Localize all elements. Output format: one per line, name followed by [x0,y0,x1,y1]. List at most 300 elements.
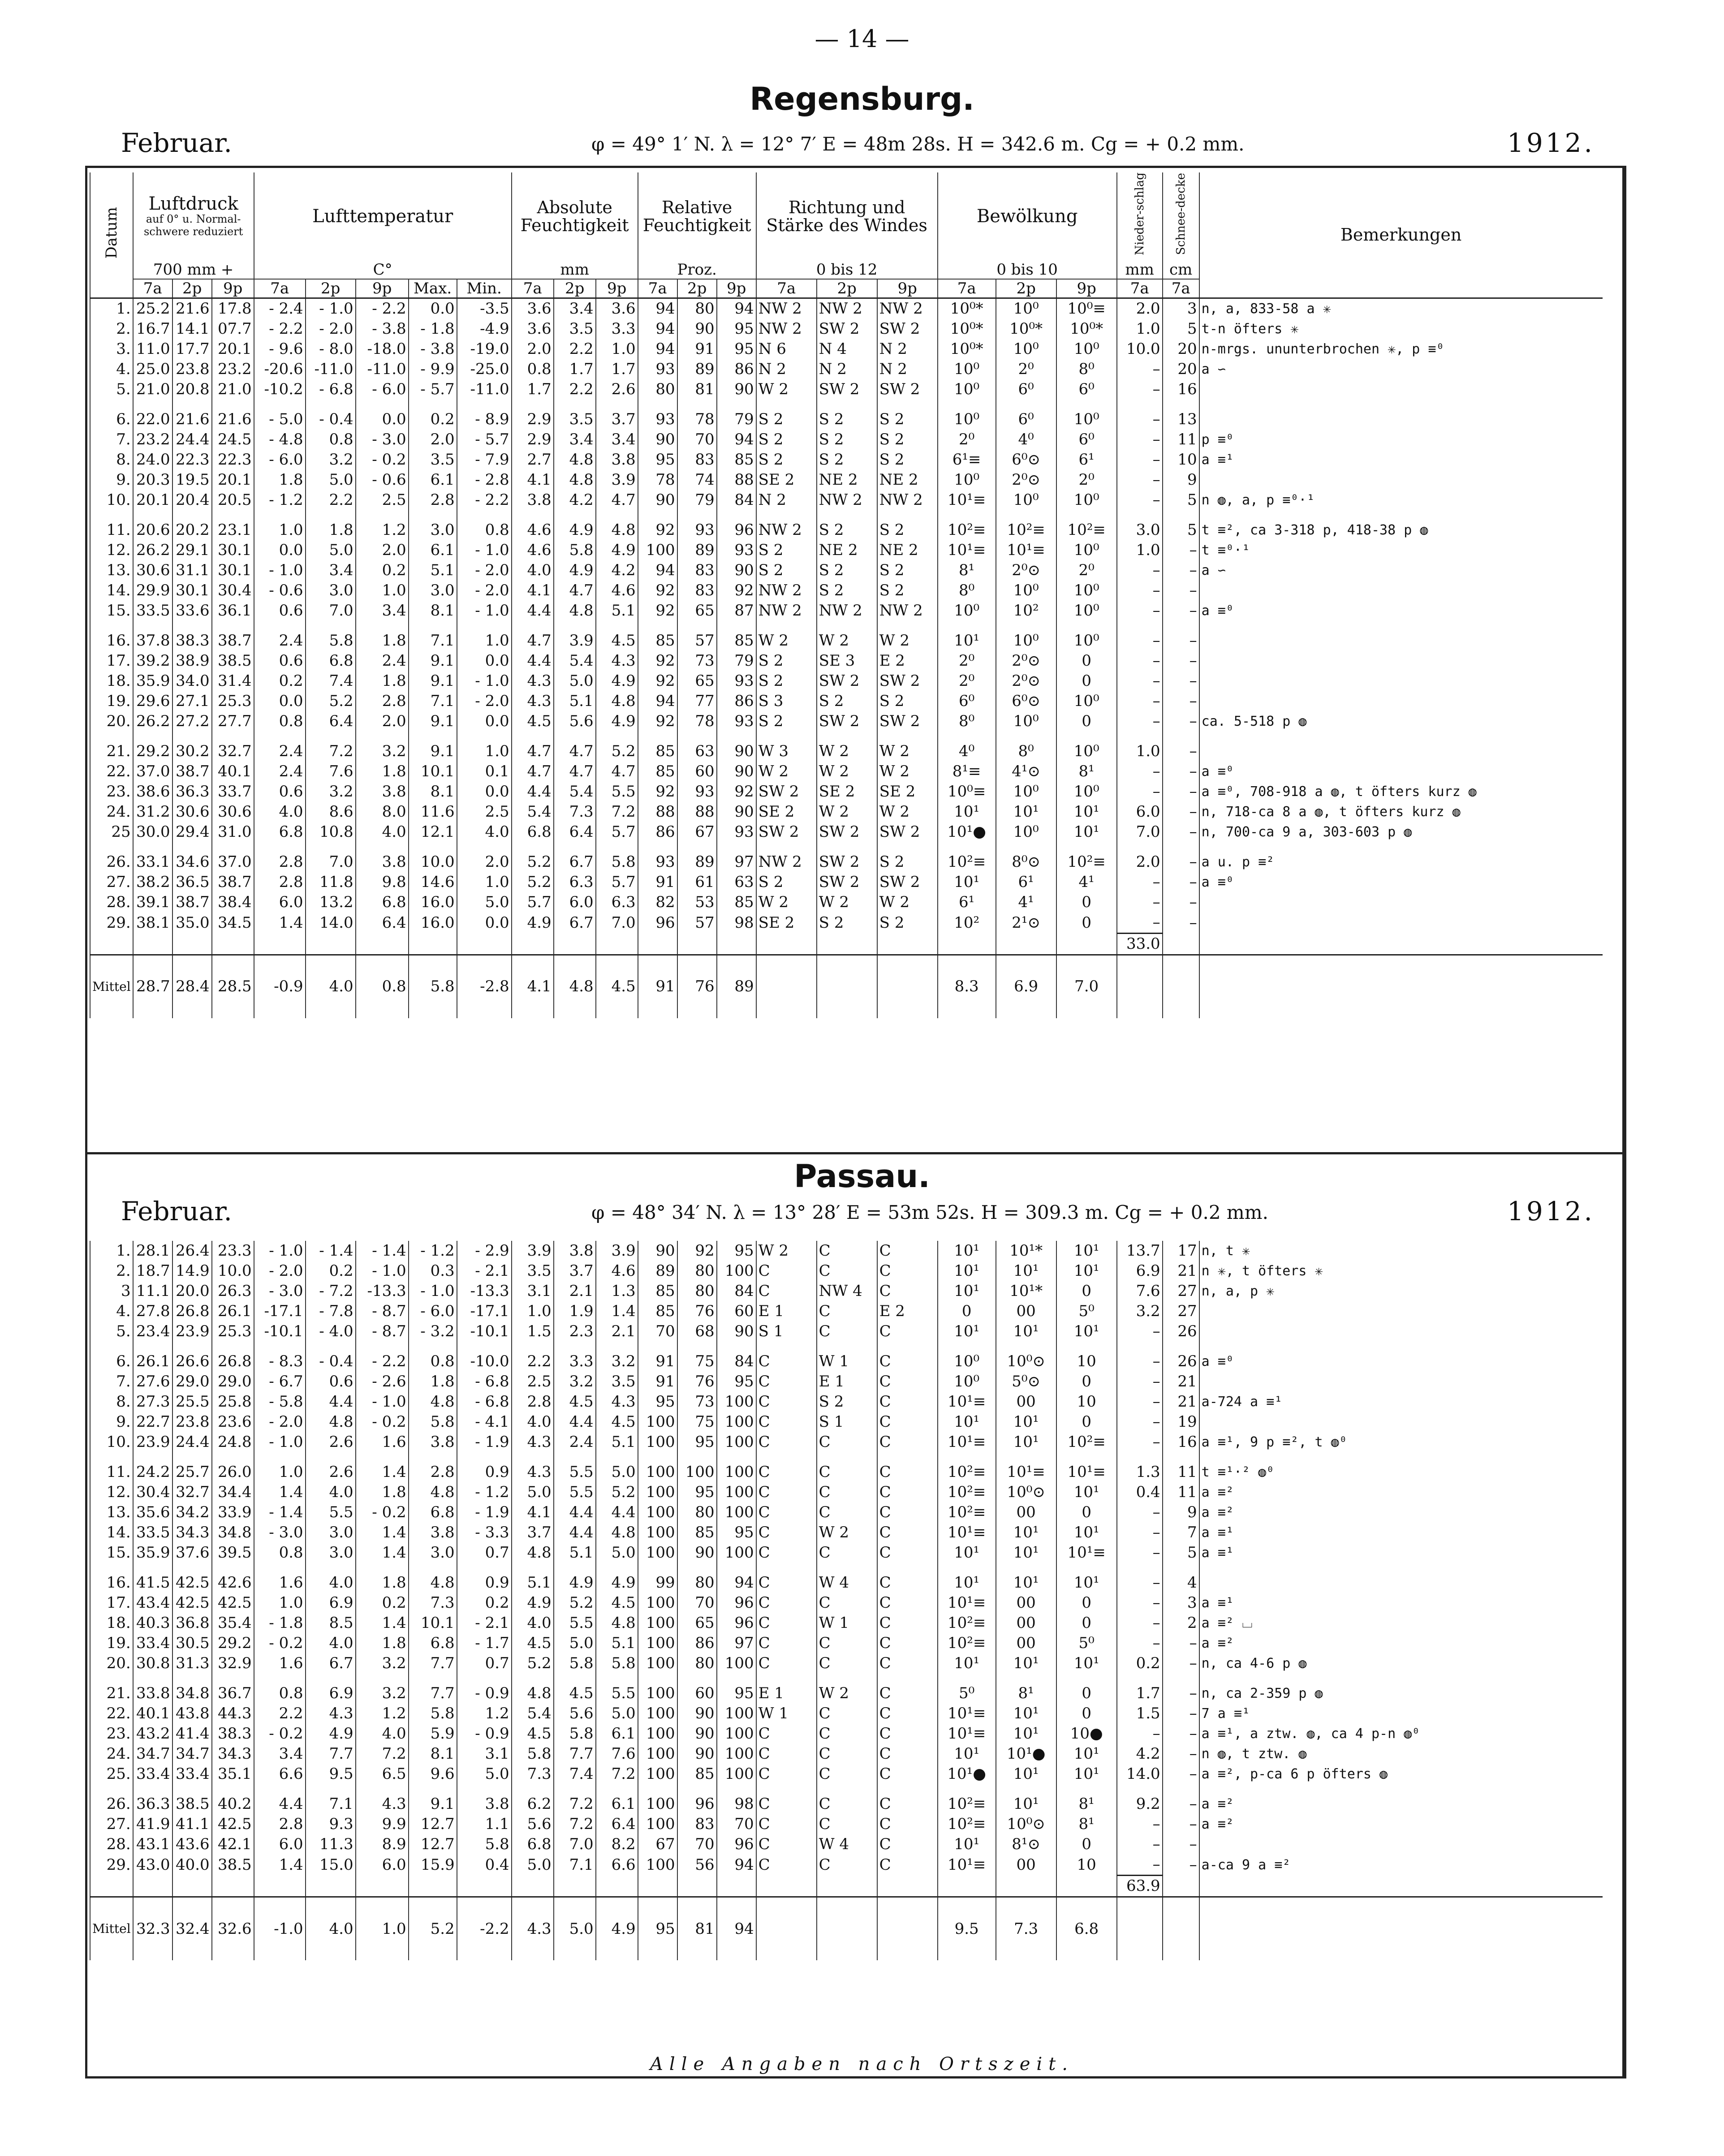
mittel-wind-9p [877,955,938,1018]
cell-rel-7a: 100 [638,1613,677,1633]
cell-druck-7a: 25.0 [133,359,172,379]
empty-cell [90,1876,133,1897]
cell-bemerkung: a ≡², p-ca 6 p öfters ◍ [1199,1764,1603,1794]
cell-wind-2p: W 2 [817,1523,877,1543]
cell-niederschlag: – [1117,872,1163,892]
cell-temp-max: 7.7 [409,1653,457,1683]
cell-niederschlag: 9.2 [1117,1794,1163,1814]
table-row [90,762,1603,782]
cell-wind-2p: S 2 [817,691,877,711]
cell-rel-9p: 96 [717,1613,756,1633]
cell-abs-2p: 7.2 [554,1814,596,1834]
cell-druck-2p: 35.0 [172,912,212,934]
cell-wind-7a: S 2 [756,651,817,671]
cell-rel-2p: 90 [677,1744,717,1764]
cell-rel-9p: 96 [717,1834,756,1855]
cell-bemerkung: n ◍, a, p ≡⁰·¹ [1199,490,1603,520]
hdr-9p: 9p [356,279,409,298]
cell-temp-7a: - 2.0 [254,1261,306,1281]
cell-bew-9p: 0 [1056,711,1117,741]
cell-abs-2p: 4.4 [554,1523,596,1543]
cell-druck-7a: 43.2 [133,1724,172,1744]
cell-druck-7a: 23.9 [133,1432,172,1462]
cell-druck-2p: 30.5 [172,1633,212,1653]
cell-niederschlag: 4.2 [1117,1744,1163,1764]
cell-druck-9p: 22.3 [212,450,254,470]
cell-rel-9p: 90 [717,802,756,822]
cell-temp-7a: 1.4 [254,1482,306,1502]
cell-temp-7a: - 5.0 [254,409,306,430]
cell-rel-7a: 96 [638,912,677,934]
cell-rel-7a: 85 [638,762,677,782]
cell-temp-min: 5.0 [457,892,512,912]
cell-day: 14. [90,1523,133,1543]
cell-bew-2p: 2¹⊙ [996,912,1056,934]
cell-abs-7a: 3.1 [512,1281,554,1301]
cell-abs-9p: 5.0 [596,1543,638,1573]
cell-day: 27. [90,1814,133,1834]
cell-druck-9p: 38.7 [212,631,254,651]
cell-rel-2p: 88 [677,802,717,822]
cell-temp-min: - 2.0 [457,691,512,711]
cell-rel-7a: 93 [638,409,677,430]
cell-temp-2p: 2.6 [306,1432,356,1462]
mittel-wind-2p [817,955,877,1018]
col-datum: Datum [90,172,133,298]
cell-bew-7a: 2⁰ [938,651,996,671]
cell-rel-2p: 79 [677,490,717,520]
cell-rel-2p: 73 [677,651,717,671]
cell-temp-9p: 0.2 [356,560,409,581]
cell-abs-2p: 6.0 [554,892,596,912]
cell-schneedecke: – [1163,1744,1199,1764]
cell-rel-2p: 96 [677,1794,717,1814]
cell-temp-7a: - 3.0 [254,1281,306,1301]
cell-bemerkung [1199,379,1603,409]
cell-abs-7a: 4.3 [512,671,554,691]
cell-rel-9p: 79 [717,651,756,671]
cell-rel-7a: 70 [638,1321,677,1351]
cell-temp-max: 0.3 [409,1261,457,1281]
hdr-7a: 7a [638,279,677,298]
cell-rel-9p: 63 [717,872,756,892]
cell-druck-7a: 33.4 [133,1764,172,1794]
cell-rel-7a: 95 [638,450,677,470]
cell-druck-9p: 40.2 [212,1794,254,1814]
cell-wind-9p: SE 2 [877,782,938,802]
empty-cell [457,1876,512,1897]
cell-temp-2p: 15.0 [306,1855,356,1876]
cell-temp-7a: - 0.6 [254,581,306,601]
cell-rel-2p: 60 [677,1683,717,1704]
cell-druck-2p: 34.3 [172,1523,212,1543]
cell-day: 12. [90,1482,133,1502]
cell-wind-7a: C [756,1523,817,1543]
cell-temp-min: 0.7 [457,1653,512,1683]
cell-wind-9p: C [877,1814,938,1834]
cell-day: 20. [90,1653,133,1683]
cell-bew-2p: 4¹⊙ [996,762,1056,782]
cell-abs-7a: 7.3 [512,1764,554,1794]
hdr-2p: 2p [996,279,1056,298]
cell-wind-7a: E 1 [756,1301,817,1321]
cell-bew-9p: 10¹ [1056,1573,1117,1593]
cell-bew-9p: 8¹ [1056,1814,1117,1834]
cell-druck-2p: 21.6 [172,409,212,430]
cell-rel-2p: 85 [677,1523,717,1543]
cell-schneedecke: 20 [1163,359,1199,379]
cell-wind-7a: N 2 [756,490,817,520]
cell-druck-9p: 10.0 [212,1261,254,1281]
cell-bew-2p: 2⁰⊙ [996,470,1056,490]
unit-wind: 0 bis 12 [756,261,938,279]
table-row [90,1855,1603,1876]
cell-abs-7a: 3.8 [512,490,554,520]
cell-wind-9p: C [877,1724,938,1744]
cell-druck-9p: 32.9 [212,1653,254,1683]
cell-wind-7a: C [756,1392,817,1412]
cell-wind-7a: C [756,1281,817,1301]
cell-temp-min: 4.0 [457,822,512,852]
cell-bew-7a: 10¹ [938,1543,996,1573]
cell-rel-2p: 90 [677,1543,717,1573]
cell-rel-9p: 95 [717,1372,756,1392]
cell-temp-min: - 1.9 [457,1502,512,1523]
hdr-2p: 2p [554,279,596,298]
cell-wind-9p: W 2 [877,892,938,912]
cell-niederschlag: – [1117,1523,1163,1543]
cell-niederschlag: – [1117,379,1163,409]
col-rel-feuchte: Relative Feuchtigkeit [638,172,756,261]
cell-druck-9p: 34.4 [212,1482,254,1502]
cell-schneedecke: 21 [1163,1372,1199,1392]
cell-temp-9p: 2.4 [356,651,409,671]
cell-druck-7a: 21.0 [133,379,172,409]
cell-temp-7a: 1.0 [254,1462,306,1482]
cell-rel-2p: 93 [677,520,717,540]
cell-bemerkung [1199,631,1603,651]
cell-rel-9p: 85 [717,892,756,912]
empty-cell [1056,1876,1117,1897]
cell-schneedecke: 7 [1163,1523,1199,1543]
cell-temp-9p: 7.2 [356,1744,409,1764]
cell-abs-7a: 4.1 [512,581,554,601]
cell-abs-7a: 4.4 [512,601,554,631]
empty-cell [172,933,212,955]
cell-bew-9p: 10⁰ [1056,631,1117,651]
cell-wind-9p: C [877,1653,938,1683]
cell-druck-9p: 30.1 [212,540,254,560]
cell-wind-2p: S 2 [817,581,877,601]
cell-abs-9p: 7.2 [596,1764,638,1794]
cell-wind-2p: S 2 [817,1392,877,1412]
cell-bew-2p: 00 [996,1593,1056,1613]
cell-druck-2p: 34.0 [172,671,212,691]
cell-bew-7a: 10⁰ [938,1351,996,1372]
cell-abs-7a: 5.0 [512,1855,554,1876]
cell-wind-9p: N 2 [877,359,938,379]
cell-bew-9p: 10¹ [1056,802,1117,822]
cell-bew-7a: 10²≡ [938,852,996,872]
cell-niederschlag: – [1117,912,1163,934]
table-row [90,782,1603,802]
empty-cell [1056,933,1117,955]
cell-bemerkung: a ≡⁰ [1199,762,1603,782]
cell-rel-2p: 83 [677,450,717,470]
mittel-temp-max: 5.2 [409,1897,457,1961]
cell-abs-7a: 5.4 [512,1704,554,1724]
cell-bemerkung [1199,1412,1603,1432]
cell-bew-2p: 6⁰ [996,409,1056,430]
table-row [90,339,1603,359]
cell-day: 22. [90,1704,133,1724]
cell-bew-7a: 10¹ [938,872,996,892]
cell-wind-7a: C [756,1482,817,1502]
cell-druck-9p: 35.1 [212,1764,254,1794]
cell-niederschlag: 1.0 [1117,540,1163,560]
cell-bew-7a: 10¹● [938,822,996,852]
cell-day: 24. [90,1744,133,1764]
cell-rel-7a: 100 [638,1633,677,1653]
cell-rel-7a: 100 [638,1482,677,1502]
cell-wind-7a: S 2 [756,560,817,581]
cell-wind-2p: C [817,1593,877,1613]
cell-rel-2p: 57 [677,912,717,934]
cell-day: 8. [90,450,133,470]
cell-druck-2p: 29.1 [172,540,212,560]
cell-rel-7a: 100 [638,1593,677,1613]
cell-niederschlag: – [1117,711,1163,741]
table-row [90,520,1603,540]
table-row [90,601,1603,631]
cell-bew-9p: 0 [1056,1613,1117,1633]
cell-temp-min: 5.0 [457,1764,512,1794]
cell-temp-9p: 9.8 [356,872,409,892]
cell-niederschlag: – [1117,1502,1163,1523]
cell-rel-7a: 93 [638,852,677,872]
cell-temp-2p: 7.2 [306,741,356,762]
cell-bew-9p: 10¹ [1056,1523,1117,1543]
cell-wind-7a: SW 2 [756,782,817,802]
cell-bemerkung: a ≡² [1199,1482,1603,1502]
cell-niederschlag: – [1117,1724,1163,1744]
cell-abs-2p: 7.2 [554,1794,596,1814]
cell-rel-7a: 91 [638,872,677,892]
cell-schneedecke: 5 [1163,1543,1199,1573]
table-row [90,741,1603,762]
cell-niederschlag: 3.0 [1117,520,1163,540]
cell-rel-2p: 75 [677,1351,717,1372]
cell-temp-9p: 6.5 [356,1764,409,1794]
empty-cell [356,1876,409,1897]
cell-schneedecke: 21 [1163,1261,1199,1281]
mittel-rel-7a: 95 [638,1897,677,1961]
cell-druck-7a: 40.3 [133,1613,172,1633]
cell-wind-9p: NW 2 [877,601,938,631]
cell-temp-9p: 1.8 [356,1573,409,1593]
cell-bew-2p: 10¹● [996,1744,1056,1764]
cell-temp-9p: 1.4 [356,1462,409,1482]
table-row [90,298,1603,319]
cell-abs-9p: 3.4 [596,430,638,450]
cell-bew-2p: 10⁰ [996,298,1056,319]
cell-rel-7a: 99 [638,1573,677,1593]
cell-druck-7a: 26.1 [133,1351,172,1372]
cell-abs-2p: 3.5 [554,409,596,430]
cell-schneedecke: – [1163,711,1199,741]
cell-wind-9p: C [877,1281,938,1301]
cell-temp-max: 8.1 [409,782,457,802]
table-row [90,540,1603,560]
cell-temp-2p: 5.0 [306,470,356,490]
cell-abs-9p: 5.2 [596,741,638,762]
cell-abs-2p: 3.8 [554,1241,596,1261]
empty-cell [756,933,817,955]
cell-bemerkung: a ≡¹ [1199,1593,1603,1613]
cell-wind-2p: SW 2 [817,872,877,892]
cell-bew-7a: 10⁰ [938,359,996,379]
cell-niederschlag: 0.2 [1117,1653,1163,1683]
cell-schneedecke: – [1163,1724,1199,1744]
cell-abs-9p: 3.6 [596,298,638,319]
cell-schneedecke: 13 [1163,409,1199,430]
cell-wind-7a: C [756,1573,817,1593]
cell-abs-9p: 4.6 [596,1261,638,1281]
cell-druck-9p: 17.8 [212,298,254,319]
cell-wind-2p: S 2 [817,912,877,934]
cell-bew-2p: 6¹ [996,872,1056,892]
cell-niederschlag: – [1117,892,1163,912]
cell-bew-7a: 10⁰ [938,409,996,430]
cell-wind-7a: W 1 [756,1704,817,1724]
cell-rel-9p: 70 [717,1814,756,1834]
cell-rel-2p: 57 [677,631,717,651]
cell-temp-7a: - 1.0 [254,1241,306,1261]
mittel-druck-7a: 28.7 [133,955,172,1018]
empty-cell [512,1876,554,1897]
cell-rel-7a: 100 [638,1744,677,1764]
cell-druck-2p: 26.4 [172,1241,212,1261]
cell-rel-7a: 94 [638,339,677,359]
cell-abs-2p: 7.0 [554,1834,596,1855]
niederschlag-summe: 33.0 [1117,933,1163,955]
unit-luftdruck: 700 mm + [133,261,254,279]
cell-day: 21. [90,741,133,762]
cell-bemerkung: a ≡¹ [1199,1523,1603,1543]
cell-temp-max: 1.8 [409,1372,457,1392]
cell-druck-9p: 44.3 [212,1704,254,1724]
cell-abs-7a: 4.1 [512,470,554,490]
cell-temp-9p: 2.0 [356,711,409,741]
table-row [90,581,1603,601]
cell-temp-max: 10.0 [409,852,457,872]
cell-rel-9p: 87 [717,601,756,631]
cell-druck-9p: 07.7 [212,319,254,339]
cell-druck-7a: 40.1 [133,1704,172,1724]
cell-temp-max: 9.1 [409,1794,457,1814]
empty-cell [512,933,554,955]
cell-abs-2p: 2.4 [554,1432,596,1462]
cell-bew-9p: 10¹ [1056,1653,1117,1683]
cell-bemerkung: n, a, 833-58 a ✳ [1199,298,1603,319]
cell-abs-7a: 4.0 [512,1412,554,1432]
cell-bew-7a: 10²≡ [938,520,996,540]
cell-day: 2. [90,319,133,339]
cell-temp-max: 5.9 [409,1724,457,1744]
cell-wind-9p: NE 2 [877,540,938,560]
cell-temp-9p: 8.0 [356,802,409,822]
cell-temp-2p: - 8.0 [306,339,356,359]
cell-abs-7a: 4.9 [512,912,554,934]
cell-schneedecke: 26 [1163,1321,1199,1351]
table-row [90,470,1603,490]
cell-schneedecke: – [1163,741,1199,762]
cell-schneedecke: 9 [1163,470,1199,490]
cell-temp-max: - 3.8 [409,339,457,359]
cell-bew-2p: 8⁰⊙ [996,852,1056,872]
hdr-7a: 7a [938,279,996,298]
cell-temp-9p: 2.5 [356,490,409,520]
table-row [90,1633,1603,1653]
cell-schneedecke: 11 [1163,1482,1199,1502]
cell-druck-7a: 43.1 [133,1834,172,1855]
cell-temp-2p: 2.6 [306,1462,356,1482]
cell-temp-9p: 4.0 [356,822,409,852]
cell-rel-9p: 90 [717,379,756,409]
cell-bemerkung: t-n öfters ✳ [1199,319,1603,339]
cell-bew-9p: 10⁰ [1056,782,1117,802]
cell-bew-7a: 10¹ [938,802,996,822]
cell-temp-2p: 6.7 [306,1653,356,1683]
cell-bew-7a: 10¹ [938,1573,996,1593]
cell-bew-2p: 10¹ [996,1412,1056,1432]
cell-rel-7a: 94 [638,319,677,339]
cell-druck-2p: 36.5 [172,872,212,892]
cell-druck-2p: 38.7 [172,762,212,782]
cell-abs-7a: 4.7 [512,741,554,762]
cell-temp-9p: - 3.8 [356,319,409,339]
cell-wind-2p: SW 2 [817,711,877,741]
empty-cell [306,1876,356,1897]
cell-druck-2p: 27.1 [172,691,212,711]
cell-abs-7a: 3.5 [512,1261,554,1281]
cell-druck-2p: 42.5 [172,1593,212,1613]
cell-temp-9p: -11.0 [356,359,409,379]
table-row [90,1301,1603,1321]
cell-day: 15. [90,1543,133,1573]
cell-abs-2p: 5.8 [554,1724,596,1744]
cell-druck-7a: 27.8 [133,1301,172,1321]
cell-abs-2p: 5.6 [554,1704,596,1724]
cell-bemerkung: n ◍, t ztw. ◍ [1199,1744,1603,1764]
cell-temp-9p: - 2.2 [356,1351,409,1372]
cell-temp-9p: 1.0 [356,581,409,601]
cell-bew-9p: 10¹ [1056,1482,1117,1502]
col-niederschlag: Nieder-schlag [1117,172,1163,261]
cell-wind-7a: C [756,1593,817,1613]
cell-temp-9p: 0.2 [356,1593,409,1613]
cell-temp-9p: - 1.4 [356,1241,409,1261]
cell-schneedecke: 5 [1163,490,1199,520]
cell-schneedecke: 20 [1163,339,1199,359]
cell-druck-7a: 11.0 [133,339,172,359]
cell-abs-9p: 2.6 [596,379,638,409]
cell-bemerkung: n, 700-ca 9 a, 303-603 p ◍ [1199,822,1603,852]
cell-bew-7a: 6¹≡ [938,450,996,470]
cell-temp-7a: 0.8 [254,711,306,741]
cell-day: 24. [90,802,133,822]
cell-wind-9p: NW 2 [877,298,938,319]
